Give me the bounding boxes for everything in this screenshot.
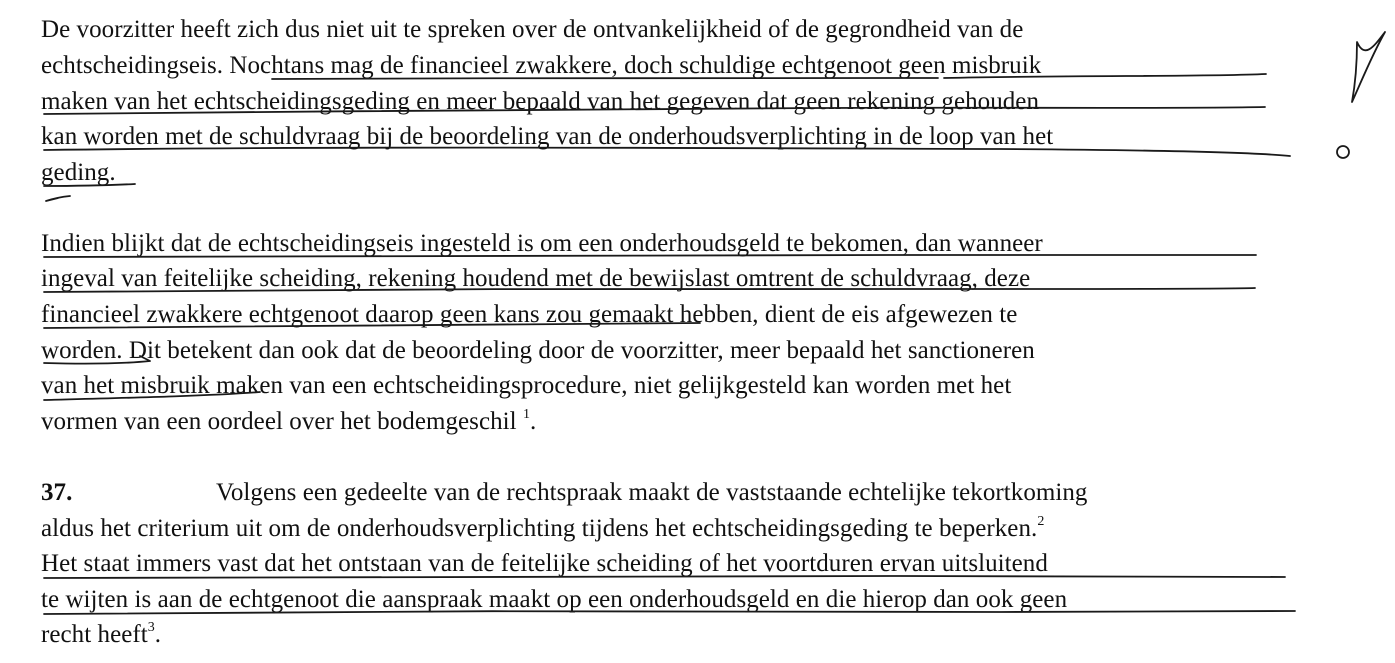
text-line: financieel zwakkere echtgenoot daarop geen kans zou gemaakt hebben, dient de eis afgewezen te	[41, 301, 1018, 328]
text-line: geding.	[41, 159, 116, 186]
text-span: recht heeft	[41, 621, 148, 648]
text-line: maken van het echtscheidingsgeding en meer bepaald van het gegeven dat geen rekening gehouden	[41, 88, 1040, 115]
text-line-with-footnote	[41, 407, 536, 437]
punctuation: .	[154, 621, 162, 648]
text-line: Indien blijkt dat de echtscheidingseis ingesteld is om een onderhoudsgeld te bekomen, dan wanneer	[41, 230, 1043, 257]
numbered-line	[41, 478, 1087, 508]
text-line: kan worden met de schuldvraag bij de beoordeling van de onderhoudsverplichting in de loop van het	[41, 123, 1054, 150]
text-line: van het misbruik maken van een echtscheidingsprocedure, niet gelijkgesteld kan worden met het	[41, 372, 1012, 399]
text-line: ingeval van feitelijke scheiding, rekening houdend met de bewijslast omtrent de schuldvraag, deze	[41, 265, 1031, 292]
text-line: Het staat immers vast dat het ontstaan van de feitelijke scheiding of het voortduren ervan uitsluitend	[41, 550, 1048, 577]
punctuation: .	[530, 408, 537, 435]
paragraph-number: 37.	[41, 479, 73, 506]
text-span: Volgens een gedeelte van de rechtspraak maakt de vaststaande echtelijke tekortkoming	[216, 479, 1088, 506]
margin-circle-mark	[1337, 146, 1349, 158]
margin-checkmark	[1352, 32, 1385, 102]
text-line-with-footnote	[41, 620, 161, 650]
text-line: worden. Dit betekent dan ook dat de beoordeling door de voorzitter, meer bepaald het sanctioneren	[41, 337, 1035, 364]
text-span: vormen van een oordeel over het bodemgeschil	[41, 408, 517, 435]
text-line-with-footnote	[41, 514, 1044, 544]
text-line: te wijten is aan de echtgenoot die aanspraak maakt op een onderhoudsgeld en die hierop dan ook geen	[41, 586, 1068, 613]
text-line: De voorzitter heeft zich dus niet uit te spreken over de ontvankelijkheid of de gegrondheid van de	[41, 16, 1024, 43]
footnote-ref[interactable]: 1	[522, 406, 531, 422]
text-span: aldus het criterium uit om de onderhoudsverplichting tijdens het echtscheidingsgeding te beperken.	[41, 515, 1038, 542]
arrow-mark	[46, 196, 70, 201]
footnote-ref[interactable]: 2	[1037, 513, 1045, 529]
text-line: echtscheidingseis. Nochtans mag de financieel zwakkere, doch schuldige echtgenoot geen misbruik	[41, 52, 1042, 79]
footnote-ref[interactable]: 3	[147, 619, 155, 635]
